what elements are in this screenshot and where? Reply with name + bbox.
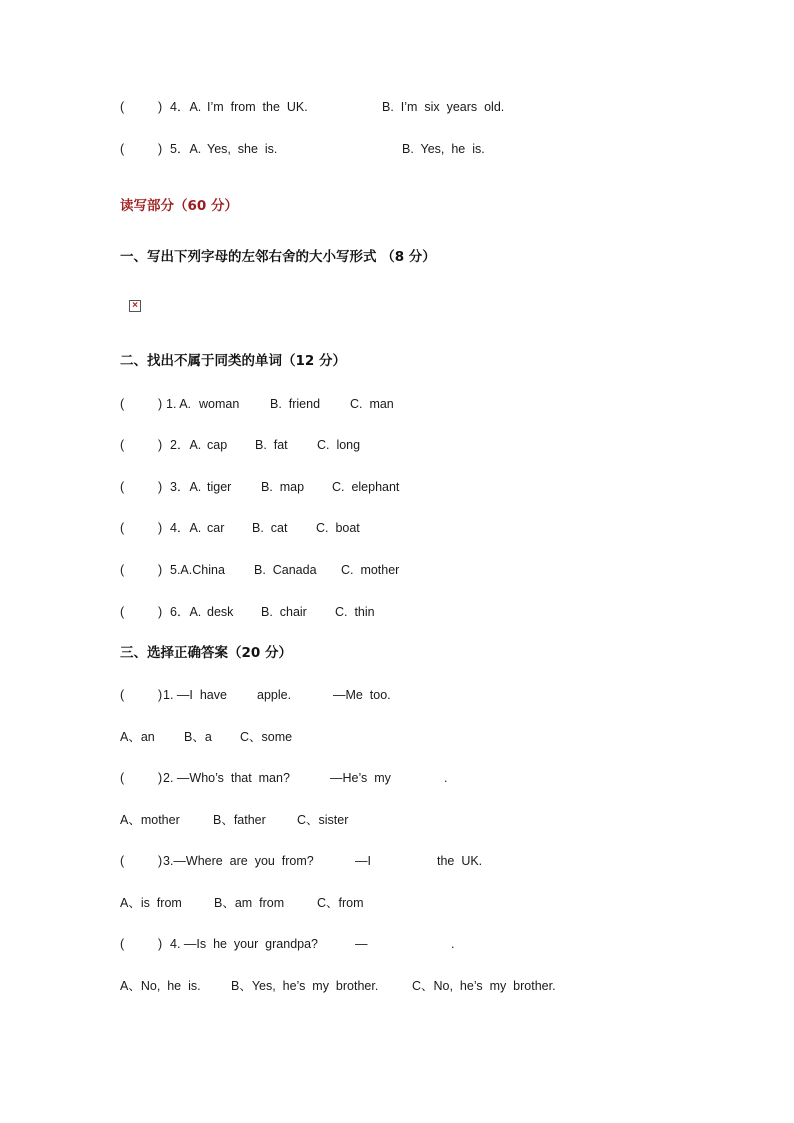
answer-paren-open[interactable]: (: [120, 605, 125, 619]
question-number: 1. A.: [166, 397, 192, 411]
answer-paren-close: ): [158, 100, 163, 114]
option-a: A、mother: [120, 813, 180, 827]
part3-heading: [0, 643, 794, 663]
question-text-cont: apple.: [257, 688, 292, 702]
part3-question-1: [0, 685, 794, 705]
response-text: —: [355, 937, 368, 951]
option-b: B. cat: [252, 521, 288, 535]
response-text: —He’s my: [330, 771, 391, 785]
option-b: B. fat: [255, 438, 288, 452]
question-text: 2. —Who’s that man?: [163, 771, 290, 785]
answer-paren-open[interactable]: (: [120, 521, 125, 535]
listening-question-5: [0, 139, 794, 159]
option-c: C. elephant: [332, 480, 400, 494]
question-number: 5.A.China: [170, 563, 225, 577]
part2-item-2: [0, 435, 794, 455]
option-a: A、is from: [120, 896, 182, 910]
part2-item-6: [0, 602, 794, 622]
part1-title: 一、写出下列字母的左邻右舍的大小写形式 （8 分）: [120, 249, 436, 265]
option-c: C、No, he’s my brother.: [412, 979, 556, 993]
response-text: —Me too.: [333, 688, 391, 702]
answer-paren-open[interactable]: (: [120, 688, 125, 702]
option-b: B. friend: [270, 397, 321, 411]
answer-paren-open[interactable]: (: [120, 854, 125, 868]
answer-paren-close: ): [158, 142, 163, 156]
answer-paren-close: ): [158, 771, 163, 785]
question-text: 3.—Where are you from?: [163, 854, 314, 868]
part3-options-3: [0, 893, 794, 913]
option-b: B. Canada: [254, 563, 317, 577]
part3-question-2: [0, 768, 794, 788]
listening-question-4: [0, 97, 794, 117]
option-a: woman: [199, 397, 240, 411]
part2-item-4: [0, 518, 794, 538]
question-text: 4. —Is he your grandpa?: [170, 937, 319, 951]
option-c: C、sister: [297, 813, 349, 827]
answer-paren-open[interactable]: (: [120, 771, 125, 785]
reading-writing-heading: [0, 196, 794, 216]
answer-paren-close: ): [158, 854, 163, 868]
part3-question-3: [0, 851, 794, 871]
answer-paren-close: ): [158, 521, 163, 535]
option-a: A、No, he is.: [120, 979, 201, 993]
option-a: Yes, she is.: [207, 142, 278, 156]
question-number: 2．A.: [170, 438, 202, 452]
part3-options-2: [0, 810, 794, 830]
option-c: C. boat: [316, 521, 360, 535]
question-number: 5．A.: [170, 142, 202, 156]
option-c: C. man: [350, 397, 394, 411]
answer-paren-open[interactable]: (: [120, 397, 125, 411]
section-title: 读写部分（60 分）: [120, 198, 238, 214]
answer-paren-close: ): [158, 397, 163, 411]
question-number: 4．A.: [170, 100, 202, 114]
option-b: B. map: [261, 480, 305, 494]
option-a: A、an: [120, 730, 155, 744]
option-a: I’m from the UK.: [207, 100, 308, 114]
answer-paren-open[interactable]: (: [120, 142, 125, 156]
option-c: C、some: [240, 730, 293, 744]
option-c: C. long: [317, 438, 361, 452]
part2-title: 二、找出不属于同类的单词（12 分）: [120, 353, 346, 369]
broken-image-icon: ×: [129, 300, 141, 312]
answer-paren-close: ): [158, 937, 163, 951]
option-b: B. chair: [261, 605, 307, 619]
part1-heading: [0, 247, 794, 267]
option-a: desk: [207, 605, 234, 619]
question-text: 1. —I have: [163, 688, 227, 702]
answer-paren-open[interactable]: (: [120, 480, 125, 494]
answer-paren-open[interactable]: (: [120, 937, 125, 951]
option-c: C. thin: [335, 605, 375, 619]
answer-paren-close: ): [158, 438, 163, 452]
part2-item-5: [0, 560, 794, 580]
response-text: —I: [355, 854, 371, 868]
option-b: B、am from: [214, 896, 285, 910]
part2-item-3: [0, 477, 794, 497]
answer-paren-close: ): [158, 688, 163, 702]
option-a: tiger: [207, 480, 232, 494]
option-a: cap: [207, 438, 228, 452]
part3-options-1: [0, 727, 794, 747]
option-b: B、a: [184, 730, 212, 744]
option-b: B. Yes, he is.: [402, 142, 485, 156]
part3-question-4: [0, 934, 794, 954]
question-number: 3．A.: [170, 480, 202, 494]
option-b: B、father: [213, 813, 266, 827]
option-a: car: [207, 521, 225, 535]
part3-title: 三、选择正确答案（20 分）: [120, 645, 292, 661]
answer-paren-close: ): [158, 480, 163, 494]
blank-end: .: [451, 937, 455, 951]
part3-options-4: [0, 976, 794, 996]
option-c: C. mother: [341, 563, 400, 577]
option-c: C、from: [317, 896, 364, 910]
response-text-cont: the UK.: [437, 854, 483, 868]
option-b: B、Yes, he’s my brother.: [231, 979, 379, 993]
answer-paren-close: ): [158, 563, 163, 577]
answer-paren-open[interactable]: (: [120, 100, 125, 114]
part2-heading: [0, 351, 794, 371]
option-b: B. I’m six years old.: [382, 100, 505, 114]
question-number: 4．A.: [170, 521, 202, 535]
part2-item-1: [0, 394, 794, 414]
question-number: 6．A.: [170, 605, 202, 619]
blank-end: .: [444, 771, 448, 785]
answer-paren-open[interactable]: (: [120, 438, 125, 452]
answer-paren-close: ): [158, 605, 163, 619]
answer-paren-open[interactable]: (: [120, 563, 125, 577]
